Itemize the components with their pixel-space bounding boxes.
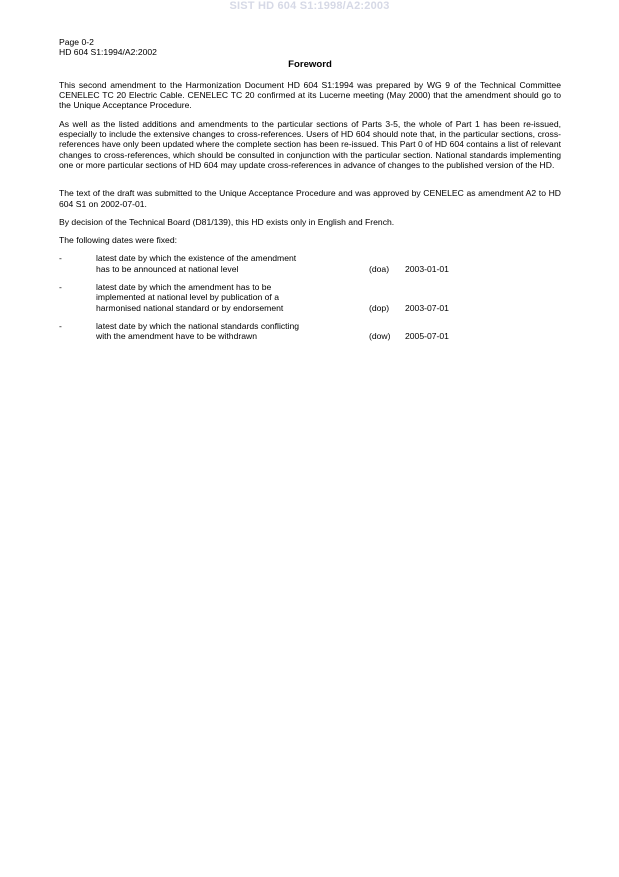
document-reference: HD 604 S1:1994/A2:2002 bbox=[59, 47, 157, 58]
date-row-doa bbox=[59, 253, 561, 274]
date-description-line: latest date by which the amendment has to be bbox=[96, 282, 272, 293]
date-description-line: has to be announced at national level bbox=[96, 263, 239, 274]
date-value: 2003-07-01 bbox=[405, 302, 449, 313]
date-description-line: harmonised national standard or by endorsement bbox=[96, 302, 284, 313]
date-description-line: with the amendment have to be withdrawn bbox=[96, 331, 257, 342]
date-description-line: latest date by which the existence of the amendment bbox=[96, 253, 297, 264]
date-description bbox=[96, 282, 346, 313]
date-value: 2005-07-01 bbox=[405, 331, 449, 342]
date-description bbox=[96, 321, 346, 342]
date-row-dow bbox=[59, 321, 561, 342]
page-number: Page 0-2 bbox=[59, 37, 94, 47]
list-dash: - bbox=[59, 253, 62, 264]
document-body bbox=[59, 37, 561, 350]
date-code: (doa) bbox=[369, 263, 390, 274]
watermark: SIST HD 604 S1:1998/A2:2003 bbox=[229, 0, 390, 12]
date-description-line: latest date by which the national standards conflicting bbox=[96, 320, 300, 331]
date-description-line: implemented at national level by publication of a bbox=[96, 292, 279, 303]
paragraph-approval: The text of the draft was submitted to the Unique Acceptance Procedure and was approved by CENELEC as amendment A2 to HD 604 S1 on 2002-07-01. bbox=[59, 188, 561, 209]
list-dash: - bbox=[59, 320, 62, 331]
paragraph-cross-references: As well as the listed additions and amendments to the particular sections of Parts 3-5, the whole of Part 1 has been re-issued, especially to include the extensive changes to cross-references. Users of HD 604 should note that, in the particular sections, cross-references have only been updated where the complete section has been re-issued. This Part 0 of HD 604 contains a list of relevant changes to cross-references, which should be consulted in conjunction with the particular section. National standards implementing one or more particular sections of HD 604 may update cross-references in advance of changes to the published version of the HD. bbox=[59, 118, 561, 170]
paragraph-dates-intro: The following dates were fixed: bbox=[59, 235, 177, 246]
paragraph-languages: By decision of the Technical Board (D81/139), this HD exists only in English and French. bbox=[59, 216, 395, 227]
paragraph-intro: This second amendment to the Harmonization Document HD 604 S1:1994 was prepared by WG 9 of the Technical Committee CENELEC TC 20 Electric Cable. CENELEC TC 20 confirmed at its Lucerne meeting (May 2000) that the amendment should go to the Unique Acceptance Procedure. bbox=[59, 79, 561, 111]
list-dash: - bbox=[59, 282, 62, 293]
page-title: Foreword bbox=[288, 58, 332, 70]
date-description bbox=[96, 253, 346, 274]
date-code: (dop) bbox=[369, 302, 390, 313]
date-code: (dow) bbox=[369, 331, 391, 342]
date-row-dop bbox=[59, 282, 561, 313]
date-value: 2003-01-01 bbox=[405, 263, 449, 274]
